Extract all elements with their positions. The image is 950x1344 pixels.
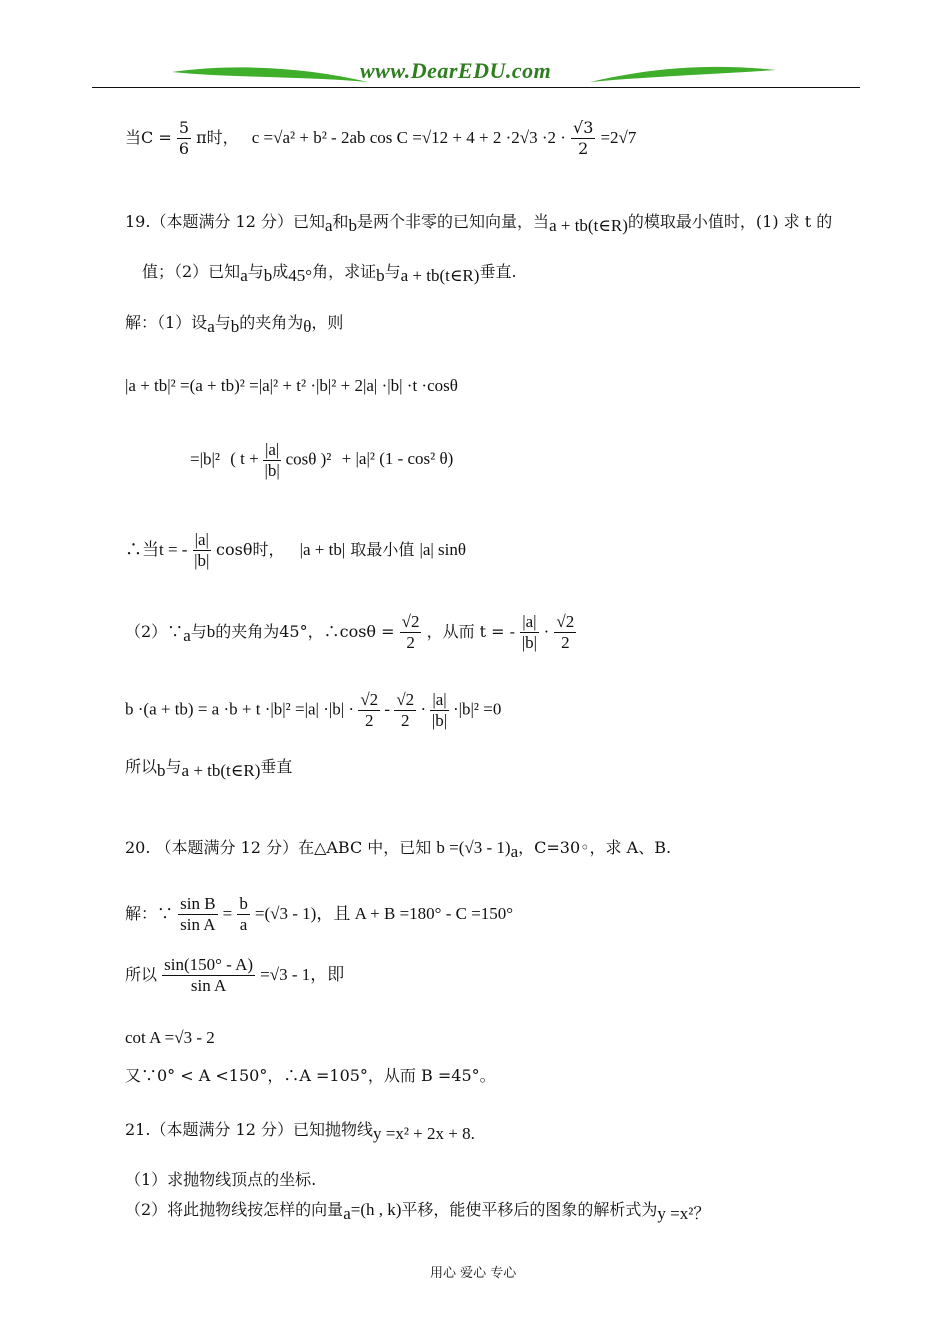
q20-line-avec: a: [510, 842, 519, 862]
q21-expr: y =x² + 2x + 8.: [372, 1124, 475, 1144]
sol19-p2-frac1: [400, 612, 422, 653]
q20-sol2-fnum: sin(150° - A): [164, 955, 254, 974]
header-site-text: www.DearEDU.com: [360, 58, 552, 83]
q20-sol2: [125, 955, 344, 996]
sol19-p2-gnum: |a|: [522, 612, 537, 631]
sol19-eq2-post: + |a|² (1 - cos² θ): [341, 449, 454, 469]
q20-sol-fden: sin A: [180, 915, 216, 934]
q20-sol-gnum: b: [239, 894, 248, 913]
sol19-p2-fden: 2: [406, 633, 415, 652]
q20-sol2-rest: =√3 - 1，即: [260, 965, 345, 984]
q20-line: [125, 838, 671, 862]
sol19-p2: [125, 612, 576, 653]
sol19-eq2: [190, 440, 453, 481]
sol19-eq4-pre: b ·(a + tb) = a ·b + t ·|b|² =|a| ·|b| ·: [125, 699, 355, 719]
sol19-p2-with: 与: [190, 622, 207, 641]
sol19-concl-expr: a + tb(t∈R): [181, 761, 261, 781]
q19-l2-angle: 45°: [288, 266, 313, 286]
header-swoosh-left: [170, 62, 370, 88]
sol19-eq3: [125, 530, 466, 571]
top-two: 2: [578, 139, 589, 158]
sol19-p2-dot: ·: [543, 622, 550, 641]
sol19-eq3-pre: ∴当t = -: [125, 540, 188, 559]
sol19-s1-avec: a: [207, 317, 215, 337]
sol19-concl-bvec: b: [157, 761, 166, 781]
sol19-p2-frac2: [520, 612, 538, 653]
q19-l2-c: 角，求证: [312, 262, 377, 281]
q19-l2-with2: 与: [384, 262, 401, 281]
sol19-s1-with: 与: [214, 313, 231, 332]
top-sqrt3-frac: [571, 118, 595, 159]
sol19-eq2-pre: =|b|²: [190, 449, 220, 469]
sol19-eq3-frac: [193, 530, 211, 571]
q19-line1: [125, 212, 832, 236]
sol19-p2-frac3: [554, 612, 576, 653]
sol19-p2-hden: 2: [561, 633, 570, 652]
q20-sol-eq: =: [222, 904, 233, 923]
footer-text: 用心 爱心 专心: [430, 1266, 517, 1281]
q19-l2-avec: a: [240, 266, 248, 286]
top-c-frac-den: 6: [178, 139, 190, 158]
q21-p2-eq: =(h , k): [350, 1200, 402, 1219]
q19-l1-bvec: b: [348, 216, 358, 236]
q20-line-a: 20. （本题满分 12 分）在△ABC 中，已知: [125, 838, 432, 857]
sol19-s1-theta: θ: [303, 317, 312, 337]
sol19-eq3-min: 取最小值: [350, 540, 415, 559]
q21-line: [125, 1120, 475, 1144]
sol19-conclusion: [125, 757, 292, 781]
sol19-line1: [125, 313, 343, 337]
q19-l2-a: 值；（2）已知: [142, 262, 241, 281]
q20-sol2-fden: sin A: [190, 976, 227, 995]
sol19-s1-a: 解：（1）设: [125, 313, 208, 332]
sol19-eq4-frac2: [394, 690, 416, 731]
q19-l1-and: 和: [332, 212, 349, 231]
top-result: =2√7: [600, 128, 637, 147]
q19-l1-a: 19.（本题满分 12 分）已知: [125, 212, 325, 231]
sol19-s1-b: 的夹角为: [239, 313, 304, 332]
q20-line-c: ，C=30◦，求 A、B.: [518, 838, 672, 857]
q20-sol-frac2: [237, 894, 250, 935]
sol19-eq4-post: ·|b|² =0: [452, 699, 502, 719]
q20-line-b: b =(√3 - 1): [436, 838, 511, 857]
sol19-p2-pre: （2）∵: [125, 622, 184, 641]
sol19-eq3-fden: |b|: [194, 551, 210, 570]
q21-p1: （1）求抛物线顶点的坐标.: [125, 1170, 317, 1189]
header-swoosh-right: [588, 62, 778, 88]
q21-p2-expr: y =x²？: [657, 1204, 711, 1224]
sol19-p2-fnum: √2: [401, 612, 420, 631]
q21-p2-a: （2）将此抛物线按怎样的向量: [125, 1200, 344, 1219]
top-when-c: 当C =: [125, 128, 172, 147]
q19-l2-d: 垂直.: [479, 262, 517, 281]
q19-l2-expr: a + tb(t∈R): [400, 266, 480, 286]
q20-sol3: cot A =√3 - 2: [125, 1028, 215, 1047]
sol19-p2-bvec: b: [206, 622, 216, 641]
q19-l1-expr: a + tb(t∈R): [549, 216, 628, 236]
q20-sol-frac1: [178, 894, 217, 935]
q19-l1-avec: a: [324, 216, 333, 236]
sol19-eq4-f3num: |a|: [432, 690, 447, 709]
q19-l2-bvec: b: [263, 266, 273, 286]
sol19-eq3-mid: cosθ时，: [216, 540, 285, 559]
sol19-s1-bvec: b: [230, 317, 240, 337]
sol19-p2-then: ，从而 t = -: [426, 622, 516, 641]
top-line: [125, 118, 636, 159]
q20-sol2-pre: 所以: [125, 965, 158, 984]
q20-sol1: [125, 894, 513, 935]
q19-l1-c: 的模取最小值时，(1) 求 t 的: [627, 212, 833, 231]
sol19-eq4: [125, 690, 501, 731]
sol19-eq2-frac: [263, 440, 281, 481]
sol19-eq1: |a + tb|² =(a + tb)² =|a|² + t² ·|b|² + 2|a| ·|b| ·t ·cosθ: [125, 376, 458, 395]
sol19-p2-hnum: √2: [556, 612, 575, 631]
sol19-eq2-cos: cosθ )²: [285, 449, 332, 469]
q20-sol-gden: a: [239, 915, 248, 934]
top-law: c =√a² + b² - 2ab cos C =√12 + 4 + 2 ·2√3 ·2 ·: [251, 128, 566, 147]
sol19-eq4-frac1: [358, 690, 380, 731]
sol19-s1-c: ，则: [311, 313, 344, 332]
top-c-pi: π时，: [196, 128, 239, 147]
q19-l2-b: 成: [272, 262, 289, 281]
q20-sol-fnum: sin B: [180, 894, 216, 913]
q21-p2-b: 平移，能使平移后的图象的解析式为: [401, 1200, 658, 1219]
sol19-eq4-dot: ·: [420, 699, 427, 719]
header-rule: [92, 87, 860, 88]
sol19-eq4-f2den: 2: [401, 711, 410, 730]
q19-l1-b: 是两个非零的已知向量，当: [357, 212, 550, 231]
sol19-eq4-frac3: [430, 690, 448, 731]
sol19-eq3-fnum: |a|: [194, 530, 209, 549]
q20-sol2-frac: [162, 955, 255, 996]
sol19-eq4-f3den: |b|: [431, 711, 448, 730]
sol19-eq4-f1den: 2: [365, 711, 374, 730]
sol19-concl-a: 所以: [125, 757, 158, 776]
sol19-concl-with: 与: [165, 757, 182, 776]
sol19-p2-mid: 的夹角为45°，∴cosθ =: [215, 622, 395, 641]
sol19-eq2-t: ( t +: [230, 449, 259, 469]
q20-sol-rest: =(√3 - 1)，且 A + B =180° - C =150°: [254, 904, 514, 923]
sol19-eq4-f1num: √2: [360, 690, 379, 709]
sol19-concl-b: 垂直: [260, 757, 293, 776]
sol19-eq3-abs: |a + tb|: [299, 540, 346, 559]
q19-line2: [142, 262, 517, 286]
sol19-p2-gden: |b|: [521, 633, 538, 652]
sol19-eq4-f2num: √2: [396, 690, 415, 709]
q21-line-a: 21.（本题满分 12 分）已知抛物线: [125, 1120, 373, 1139]
sol19-eq2-fnum: |a|: [264, 440, 280, 459]
sol19-p2-avec: a: [183, 626, 191, 646]
sol19-eq4-minus: -: [384, 699, 391, 719]
top-sqrt3: √3: [573, 118, 594, 137]
q19-l2-bvec2: b: [376, 266, 385, 286]
top-c-frac-num: 5: [178, 118, 190, 137]
top-c-frac: [177, 118, 191, 159]
sol19-eq2-fden: |b|: [264, 461, 280, 480]
q19-l2-with: 与: [247, 262, 264, 281]
header-logo: [170, 58, 780, 90]
q21-p2-avec: a: [343, 1204, 351, 1224]
q20-sol4: 又∵0° < A <150°，∴A =105°，从而 B =45°。: [125, 1066, 496, 1085]
q21-p2: [125, 1200, 710, 1224]
q20-sol-pre: 解：∵: [125, 904, 174, 923]
sol19-eq3-val: |a| sinθ: [419, 540, 467, 559]
